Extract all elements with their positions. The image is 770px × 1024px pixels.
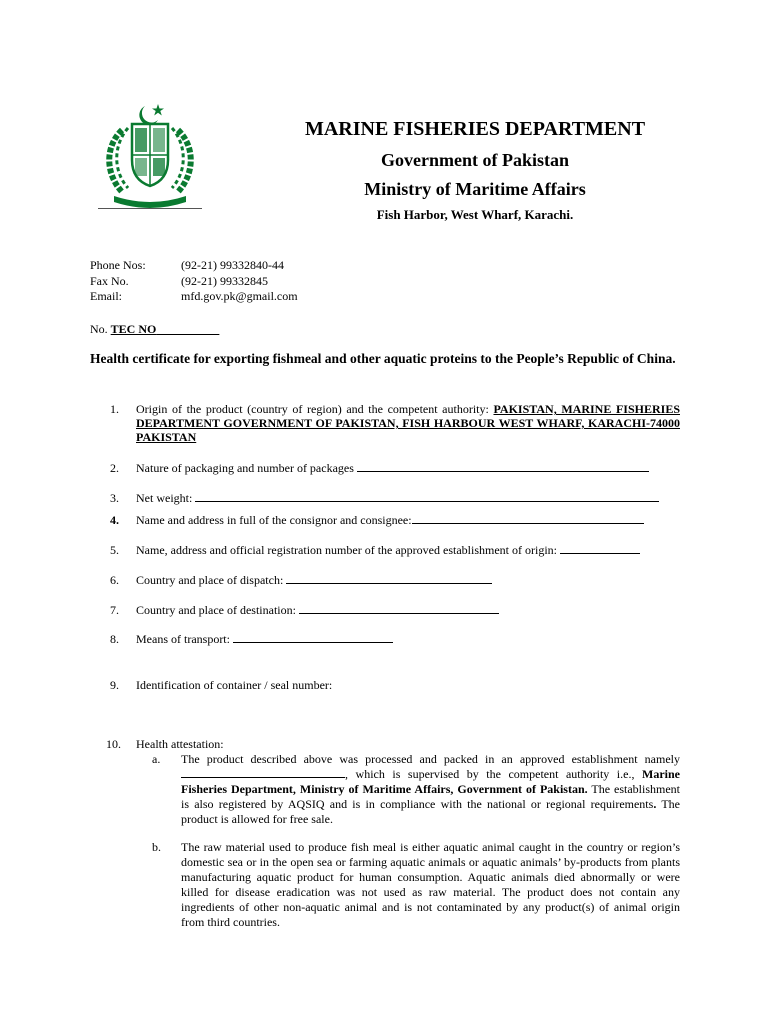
destination-field[interactable] bbox=[299, 603, 499, 614]
contact-block bbox=[90, 258, 298, 305]
reference-number bbox=[90, 322, 219, 337]
attestation-a: a. The product described above was processed and packed in an approved establishment namely, which is supervised by the competent authority i.e., Marine Fisheries Department, Ministry of Maritime Affairs, Government of Pakistan. The establishment is also registered by AQSIQ and is in compliance with the national or regional requirements. The product is allowed for free sale. bbox=[152, 752, 681, 826]
item-establishment: 5. Name, address and official registration number of the approved establishment of origin: bbox=[110, 543, 680, 557]
item-container: 9. Identification of container / seal number: bbox=[110, 678, 333, 692]
item-consignor: 4. Name and address in full of the consignor and consignee: bbox=[110, 513, 680, 527]
attestation-b: b. The raw material used to produce fish meal is either aquatic animal caught in the country or region’s domestic sea or in the open sea or farming aquatic animals or aquatic animals’ by-products from plants manufacturing aquatic product for human consumption. Aquatic animals died abnormally or were killed for disease eradication was not used as raw material. The product does not contain any ingredients of other non-aquatic animal and is not contaminated by any product(s) of animal origin from third countries. bbox=[152, 840, 680, 929]
email-label: Email: bbox=[90, 289, 122, 303]
consignor-field[interactable] bbox=[412, 513, 644, 524]
fax-label: Fax No. bbox=[90, 273, 129, 288]
pakistan-state-emblem bbox=[92, 100, 208, 212]
item-destination: 7. Country and place of destination: bbox=[110, 603, 680, 617]
establishment-field[interactable] bbox=[560, 543, 640, 554]
dispatch-field[interactable] bbox=[286, 573, 492, 584]
tec-no-field[interactable]: TEC NO bbox=[110, 322, 157, 336]
establishment-name-field[interactable] bbox=[181, 768, 345, 778]
government-title: Government of Pakistan bbox=[381, 150, 569, 170]
phone-value: (92-21) 99332840-44 bbox=[181, 258, 284, 272]
phone-label: Phone Nos: bbox=[90, 258, 146, 272]
packaging-field[interactable] bbox=[357, 461, 649, 472]
reference-no-label: No. bbox=[90, 322, 108, 336]
email-value: mfd.gov.pk@gmail.com bbox=[181, 289, 298, 303]
item-origin: 1. Origin of the product (country of region) and the competent authority: PAKISTAN, MARINE FISHERIES DEPARTMENT GOVERNMENT OF PAKISTAN, FISH HARBOUR WEST WHARF, KARACHI-74000 PAKISTAN bbox=[110, 402, 680, 444]
department-address: Fish Harbor, West Wharf, Karachi. bbox=[376, 207, 574, 222]
item-health-attestation: 10. Health attestation: bbox=[106, 737, 224, 751]
fax-value: (92-21) 99332845 bbox=[181, 273, 268, 288]
ministry-title: Ministry of Maritime Affairs bbox=[364, 179, 586, 199]
net-weight-field[interactable] bbox=[195, 491, 659, 502]
department-title: MARINE FISHERIES DEPARTMENT bbox=[304, 118, 646, 140]
item-packaging: 2. Nature of packaging and number of packages bbox=[110, 461, 680, 475]
item-net-weight: 3. Net weight: bbox=[110, 491, 680, 505]
origin-value: PAKISTAN, MARINE FISHERIES DEPARTMENT GOVERNMENT OF PAKISTAN, FISH HARBOUR WEST WHARF, KARACHI-74000 PAKISTAN bbox=[136, 402, 680, 444]
transport-field[interactable] bbox=[233, 632, 393, 643]
certificate-title: Health certificate for exporting fishmeal and other aquatic proteins to the People’s Republic of China. bbox=[90, 351, 676, 366]
item-dispatch: 6. Country and place of dispatch: bbox=[110, 573, 680, 587]
item-transport: 8. Means of transport: bbox=[110, 632, 680, 646]
